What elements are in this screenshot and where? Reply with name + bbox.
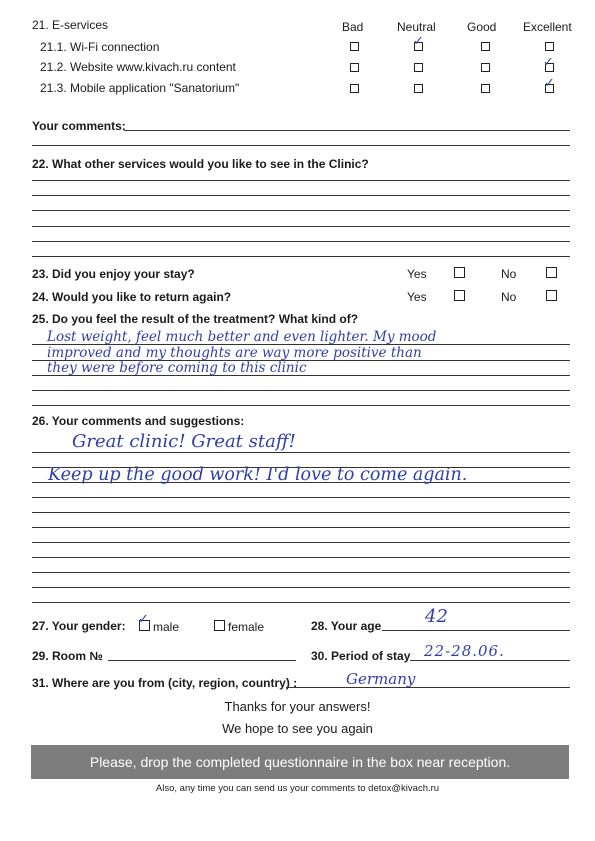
q25-answer-line-2: improved and my thoughts are way more positive than — [47, 345, 422, 361]
answer-line — [32, 195, 570, 196]
female-checkbox[interactable] — [214, 620, 225, 631]
q24-yes-checkbox[interactable] — [454, 290, 465, 301]
answer-line — [32, 405, 570, 406]
q29-title: 29. Room № — [32, 649, 103, 663]
hope-text: We hope to see you again — [222, 721, 373, 736]
answer-line — [32, 497, 570, 498]
answer-line — [32, 226, 570, 227]
age-line — [382, 630, 570, 631]
q30-title: 30. Period of stay — [311, 649, 411, 663]
answer-line — [32, 572, 570, 573]
male-label: male — [153, 620, 180, 634]
drop-box-banner: Please, drop the completed questionnaire in the box near reception. — [31, 745, 569, 779]
q26-answer-line-1: Great clinic! Great staff! — [72, 431, 296, 452]
female-label: female — [228, 620, 265, 634]
q23-yes-checkbox[interactable] — [454, 267, 465, 278]
q23-title: 23. Did you enjoy your stay? — [32, 267, 195, 281]
country-line — [286, 687, 570, 688]
q21-r1-good-checkbox[interactable] — [481, 42, 490, 51]
answer-line — [32, 180, 570, 181]
q21-r2-good-checkbox[interactable] — [481, 63, 490, 72]
q25-answer-line-3: they were before coming to this clinic — [47, 360, 307, 376]
age-value: 42 — [425, 606, 448, 627]
q21-r1-bad-checkbox[interactable] — [350, 42, 359, 51]
q23-yes-label: Yes — [407, 267, 427, 281]
q21-r1-excellent-checkbox[interactable] — [545, 42, 554, 51]
period-line — [410, 660, 570, 661]
answer-line — [32, 452, 570, 453]
q28-title: 28. Your age — [311, 619, 382, 633]
comment-line — [124, 130, 570, 131]
answer-line — [32, 557, 570, 558]
q24-title: 24. Would you like to return again? — [32, 290, 232, 304]
q21-r2-bad-checkbox[interactable] — [350, 63, 359, 72]
q21-row-3-label: 21.3. Mobile application "Sanatorium" — [40, 81, 240, 95]
q24-no-checkbox[interactable] — [546, 290, 557, 301]
answer-line — [32, 256, 570, 257]
answer-line — [32, 587, 570, 588]
q25-answer-line-1: Lost weight, feel much better and even lighter. My mood — [47, 329, 437, 345]
q21-row-2-label: 21.2. Website www.kivach.ru content — [40, 60, 236, 74]
checkmark-icon: ✓ — [138, 612, 149, 627]
checkmark-icon: ✓ — [543, 55, 554, 70]
answer-line — [32, 390, 570, 391]
col-good: Good — [467, 20, 497, 34]
q26-answer-line-2: Keep up the good work! I'd love to come again. — [48, 465, 468, 485]
checkmark-icon: ✓ — [544, 76, 555, 91]
q23-no-checkbox[interactable] — [546, 267, 557, 278]
q24-no-label: No — [501, 290, 517, 304]
answer-line — [32, 210, 570, 211]
col-excellent: Excellent — [523, 20, 572, 34]
q26-title: 26. Your comments and suggestions: — [32, 414, 245, 428]
q21-r3-bad-checkbox[interactable] — [350, 84, 359, 93]
checkmark-icon: ✓ — [413, 34, 424, 49]
q21-comments-label: Your comments: — [32, 119, 126, 133]
q21-r3-good-checkbox[interactable] — [481, 84, 490, 93]
col-bad: Bad — [342, 20, 364, 34]
q21-r2-neutral-checkbox[interactable] — [414, 63, 423, 72]
answer-line — [32, 241, 570, 242]
q23-no-label: No — [501, 267, 517, 281]
q27-title: 27. Your gender: — [32, 619, 126, 633]
answer-line — [32, 542, 570, 543]
room-line — [108, 660, 296, 661]
answer-line — [32, 527, 570, 528]
q21-title: 21. E-services — [32, 18, 109, 32]
col-neutral: Neutral — [397, 20, 436, 34]
period-value: 22-28.06. — [424, 642, 505, 660]
q22-title: 22. What other services would you like to see in the Clinic? — [32, 157, 369, 171]
thanks-text: Thanks for your answers! — [224, 699, 371, 714]
q21-r3-neutral-checkbox[interactable] — [414, 84, 423, 93]
q21-row-1-label: 21.1. Wi-Fi connection — [40, 40, 160, 54]
q31-title: 31. Where are you from (city, region, country) : — [32, 676, 298, 690]
footer-note: Also, any time you can send us your comments to detox@kivach.ru — [155, 783, 440, 794]
comment-line — [32, 145, 570, 146]
answer-line — [32, 512, 570, 513]
q25-title: 25. Do you feel the result of the treatment? What kind of? — [32, 312, 359, 326]
answer-line — [32, 602, 570, 603]
q24-yes-label: Yes — [407, 290, 427, 304]
country-value: Germany — [346, 670, 416, 688]
